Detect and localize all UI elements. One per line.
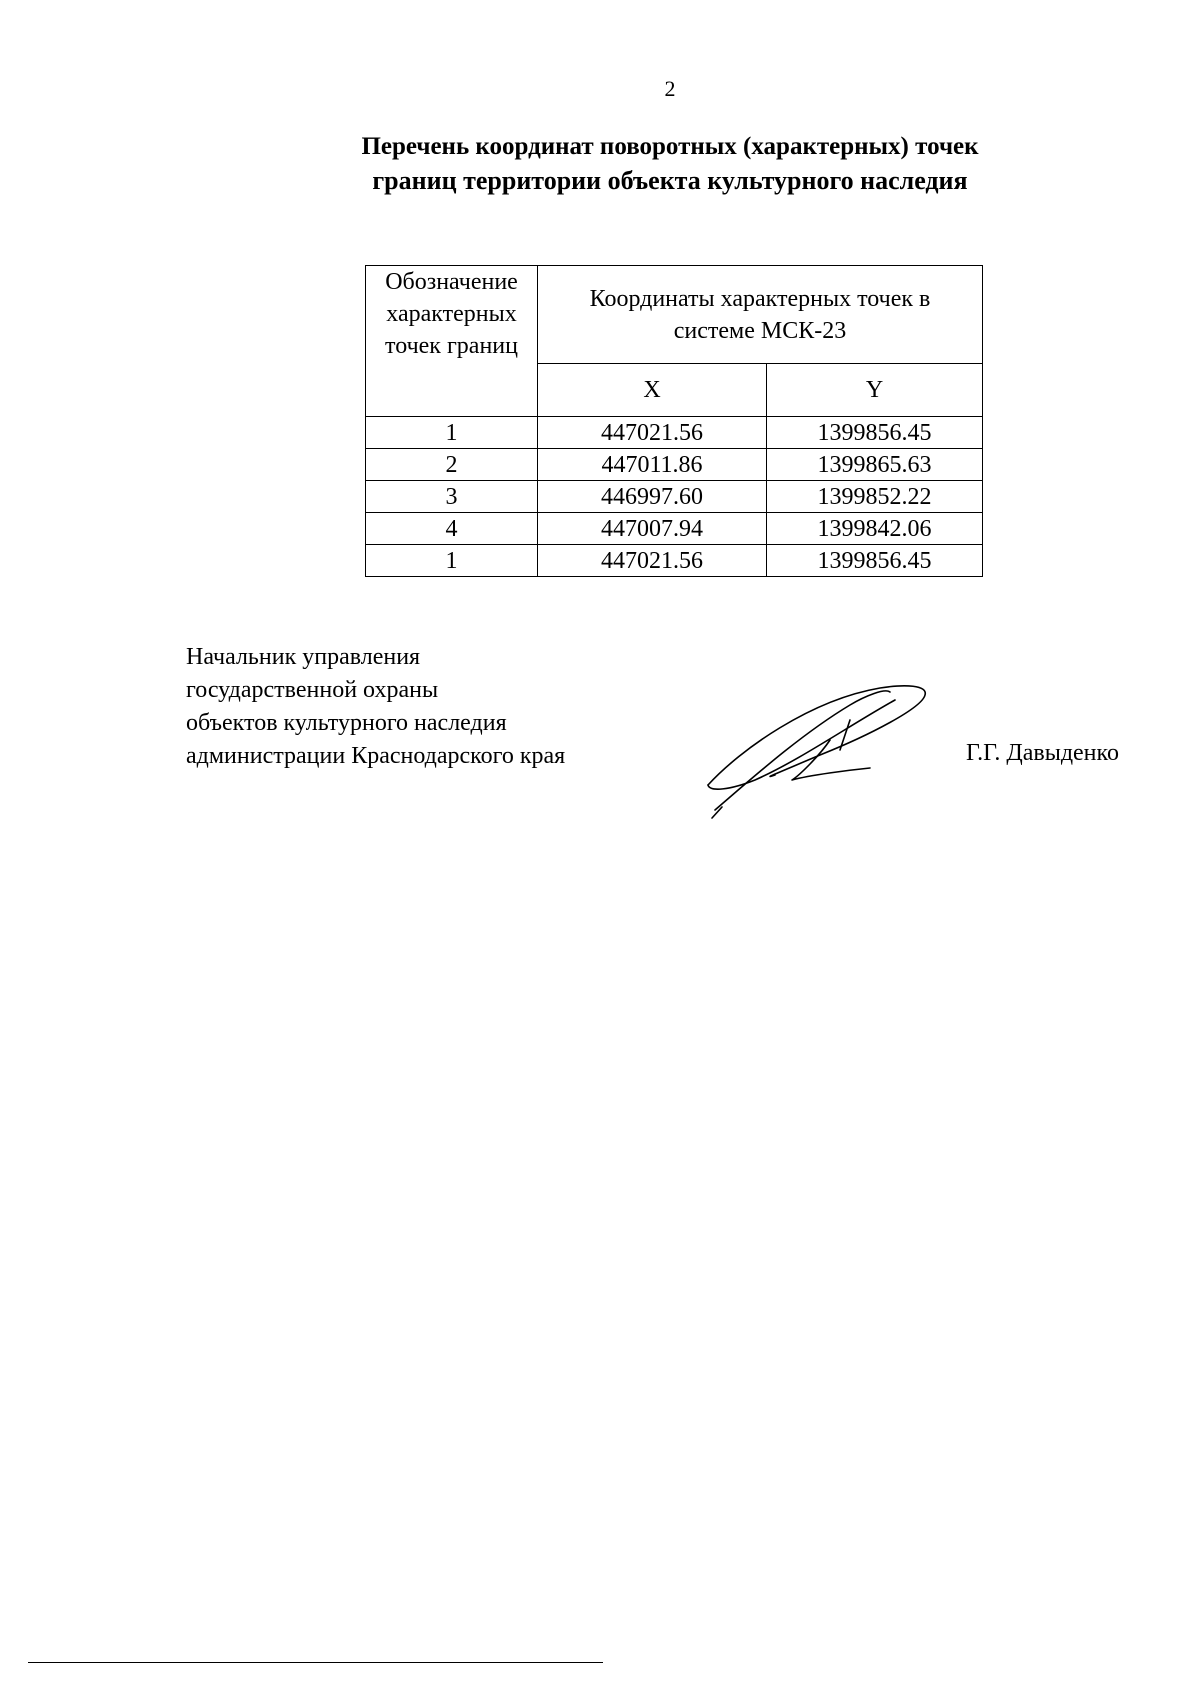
header-point-line-1: Обозначение [385, 269, 518, 295]
document-title [300, 130, 1040, 198]
signer-title-line-1: Начальник управления [186, 644, 421, 670]
signer-title-line-4: администрации Краснодарского края [186, 743, 566, 769]
table-row [366, 513, 983, 545]
coordinates-table [365, 265, 983, 577]
signer-title-line-3: объектов культурного наследия [186, 710, 507, 736]
header-point-designation [366, 266, 538, 417]
signer-name: Г.Г. Давыденко [966, 740, 1119, 766]
cell-x: 447007.94 [538, 513, 767, 545]
table-row [366, 545, 983, 577]
cell-point: 3 [366, 481, 538, 513]
cell-y: 1399865.63 [767, 449, 983, 481]
cell-y: 1399852.22 [767, 481, 983, 513]
cell-point: 1 [366, 545, 538, 577]
header-coordinate-system [538, 266, 983, 364]
cell-point: 1 [366, 417, 538, 449]
cell-point: 4 [366, 513, 538, 545]
page-number: 2 [664, 76, 676, 101]
table-row [366, 449, 983, 481]
header-x: X [538, 364, 767, 417]
signer-title [186, 641, 565, 773]
header-coords-line-2: системе МСК-23 [673, 317, 847, 344]
cell-x: 447021.56 [538, 545, 767, 577]
cell-x: 447021.56 [538, 417, 767, 449]
cell-y: 1399842.06 [767, 513, 983, 545]
cell-x: 447011.86 [538, 449, 767, 481]
footnote-divider [28, 1662, 603, 1663]
table-row [366, 417, 983, 449]
cell-x: 446997.60 [538, 481, 767, 513]
header-point-line-3: точек границ [385, 333, 518, 359]
header-coords-line-1: Координаты характерных точек в [589, 285, 931, 312]
cell-y: 1399856.45 [767, 545, 983, 577]
cell-point: 2 [366, 449, 538, 481]
title-line-1: Перечень координат поворотных (характерных) точек [361, 133, 979, 160]
handwritten-signature [700, 680, 940, 820]
header-point-line-2: характерных [386, 301, 517, 327]
header-y: Y [767, 364, 983, 417]
title-line-2: границ территории объекта культурного наследия [372, 166, 968, 195]
cell-y: 1399856.45 [767, 417, 983, 449]
table-row [366, 481, 983, 513]
signer-title-line-2: государственной охраны [186, 677, 439, 703]
